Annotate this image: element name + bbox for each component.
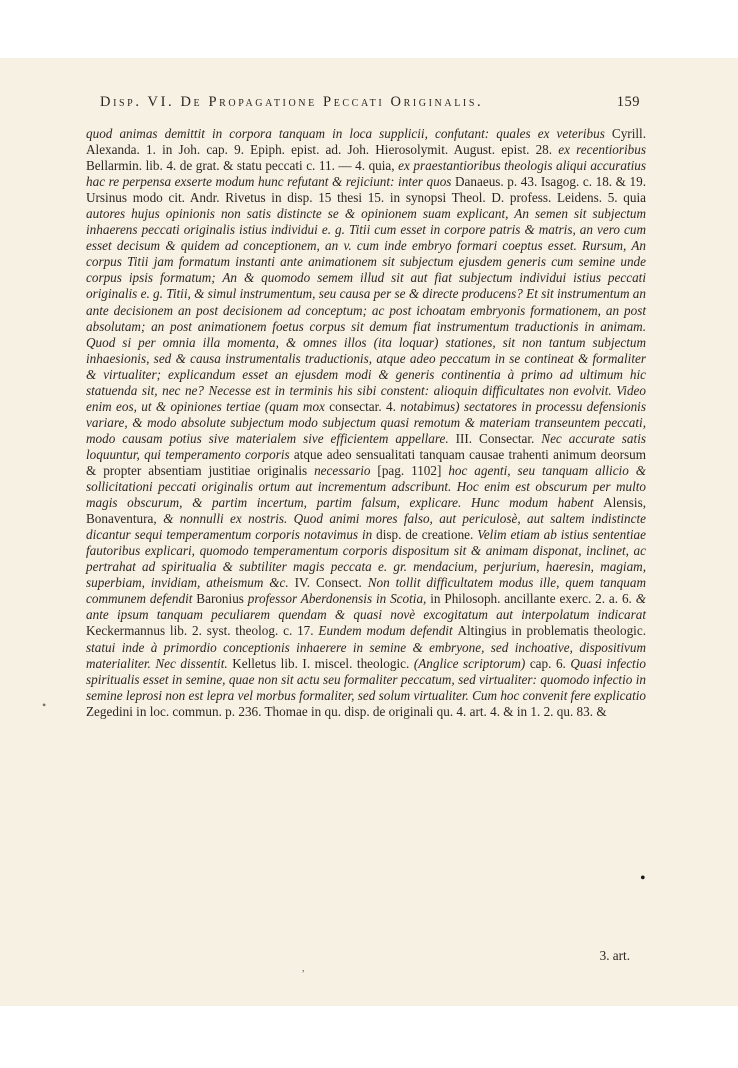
roman-segment: Cyrill. Alexanda. 1. in Joh. cap. 9. Epiph. epist. ad. Joh. Hierosolymit. August. epist. 28. <box>86 126 646 158</box>
italic-segment: Quasi infectio spiritualis esset in semine, quae non sit actu seu formaliter peccatum, sed virtualiter: quomodo infectio in semine leprosi non est lepra vel morbus formaliter, sed solum virtualiter. Cum hoc convenit fere explicatio <box>86 655 646 703</box>
ink-speck: , <box>302 963 305 974</box>
ink-dot: • <box>640 870 646 887</box>
italic-segment: professor Aberdonensis in Scotia, <box>247 591 431 607</box>
italic-segment: Nec accurate satis loquuntur, qui temperamento corporis <box>86 430 646 462</box>
main-text-block <box>86 126 646 720</box>
roman-segment: III. Consectar. <box>455 430 542 446</box>
roman-segment: Kelletus lib. I. miscel. theologic. <box>232 655 414 671</box>
page-number: 159 <box>616 94 640 110</box>
margin-mark: • <box>42 698 47 712</box>
roman-segment: Bellarmin. lib. 4. de grat. & statu peccati c. 11. — 4. quia, <box>86 158 399 174</box>
italic-segment: Non tollit difficultatem modus ille, quem tanquam communem defendit <box>86 575 646 607</box>
roman-segment: Zegedini in loc. commun. p. 236. Thomae in qu. disp. de originali qu. 4. art. 4. & in 1. 2. qu. 83. & <box>86 703 607 719</box>
italic-segment: necessario <box>314 462 378 478</box>
italic-segment: & ante ipsum tanquam peculiarem quendam & quasi novè excogitatum aut interpolatum indicarat <box>86 591 646 623</box>
italic-segment: Eundem modum defendit <box>318 623 458 639</box>
roman-segment: Alensis, Bonaventura, <box>86 495 646 527</box>
italic-segment: ex praestantioribus theologis aliqui accuratius hac re perpensa exserte modum hunc refutant & rejiciunt: inter quos <box>86 158 646 190</box>
italic-segment: & nonnulli ex nostris. Quod animi mores falso, aut periculosè, aut saltem indistincte dicantur sequi temperamentum corporis notavimus in <box>86 511 647 543</box>
catchword: 3. art. <box>599 948 630 963</box>
running-header <box>100 94 640 111</box>
italic-segment: (Anglice scriptorum) <box>413 655 530 671</box>
italic-segment: ex recentioribus <box>558 142 646 158</box>
header-title: Disp. VI. De Propagatione Peccati Originalis. <box>100 94 484 110</box>
roman-segment: [pag. 1102] <box>377 462 449 478</box>
roman-segment: IV. Consect. <box>294 575 368 591</box>
roman-segment: Keckermannus lib. 2. syst. theolog. c. 17. <box>86 623 319 639</box>
roman-segment: in Philosoph. ancillante exerc. 2. a. 6. <box>430 591 636 607</box>
roman-segment: disp. de creatione. <box>376 527 478 543</box>
italic-segment: hoc agenti, seu tanquam allicio & sollicitationi peccati originalis ortum aut incrementum adscribunt. Hoc enim est obscurum per multo magis obscurum, & partim incertum, partim falsum, explicare. Hunc modum habent <box>86 462 646 511</box>
italic-segment: statui inde à primordio conceptionis inhaerere in semine & embryone, sed inchoative, dispositivum materialiter. Nec dissentit. <box>86 639 646 671</box>
roman-segment: atque adeo sensualitati tanquam causae trahenti animum deorsum & propter absentiam justitiae originalis <box>86 446 646 478</box>
italic-segment: Velim etiam ab istius sententiae fautoribus explicari, quomodo temperamentum corporis dispositum sit & animam disponat, inclinet, ac pertrahat ad spiritualia & subtiliter magis peccata e. gr. mendacium, perjurium, haeresin, magiam, superbiam, invidiam, atheismum &c. <box>86 527 646 591</box>
italic-segment: quod animas demittit in corpora tanquam in loca supplicii, confutant: quales ex veteribus <box>86 126 612 141</box>
book-page <box>0 58 738 1006</box>
roman-segment: consectar. 4. <box>329 398 401 414</box>
roman-segment: Baronius <box>196 591 248 607</box>
italic-segment: notabimus) sectatores in processu defensionis variare, & modo absolute subjectum modo subjectum quasi remotum & materiam transeuntem peccati, modo causam potius sive materialem sive efficientem appellare. <box>86 398 646 446</box>
roman-segment: cap. 6. <box>529 655 571 671</box>
italic-segment: autores hujus opinionis non satis distincte se & opinionem suam explicant, An semen sit subjectum inhaerens peccati originalis istius individui e. g. Titii cum esset in corpore patris & matris, an vero cum esset decisum & quidem ad conceptionem, an v. cum inde embryo formari coeptus esset. Rursum, An corpus Titii jam formatum instanti ante animationem sit subjectum ejusdem generis cum semine unde corpus ipsis formatum; An & quomodo semem illud sit aut fiat subjectum individui istius peccati originalis e. g. Titii, & simul instrumentum, seu causa per se & directe producens? Et sit instrumentum an ante decisionem an post decisionem ad conceptum; ac post ichoatam embryonis formationem, an post absolutam; an post animationem foetus corpus sit demum fiat instrumentum traductionis in animam. Quod si per omnia illa momenta, & omnes illos (ita loquar) stationes, sit non tantum subjectum inhaesionis, sed & causa instrumentalis traductionis, atque adeo peccatum in se contineat & formaliter & virtualiter; explicandum esset an ejusdem modi & generis continentia à primo ad ultimum hic statuenda sit, nec ne? Necesse est in terminis his sibi constent: alioquin difficultates non evolvit. Video enim eos, ut & opiniones tertiae (quam mox <box>86 206 646 414</box>
roman-segment: Altingius in problematis theologic. <box>457 623 646 639</box>
roman-segment: Danaeus. p. 43. Isagog. c. 18. & 19. Ursinus modo cit. Andr. Rivetus in disp. 15 thesi 15. in synopsi Theol. D. profess. Leidens. 5. quia <box>86 174 646 206</box>
